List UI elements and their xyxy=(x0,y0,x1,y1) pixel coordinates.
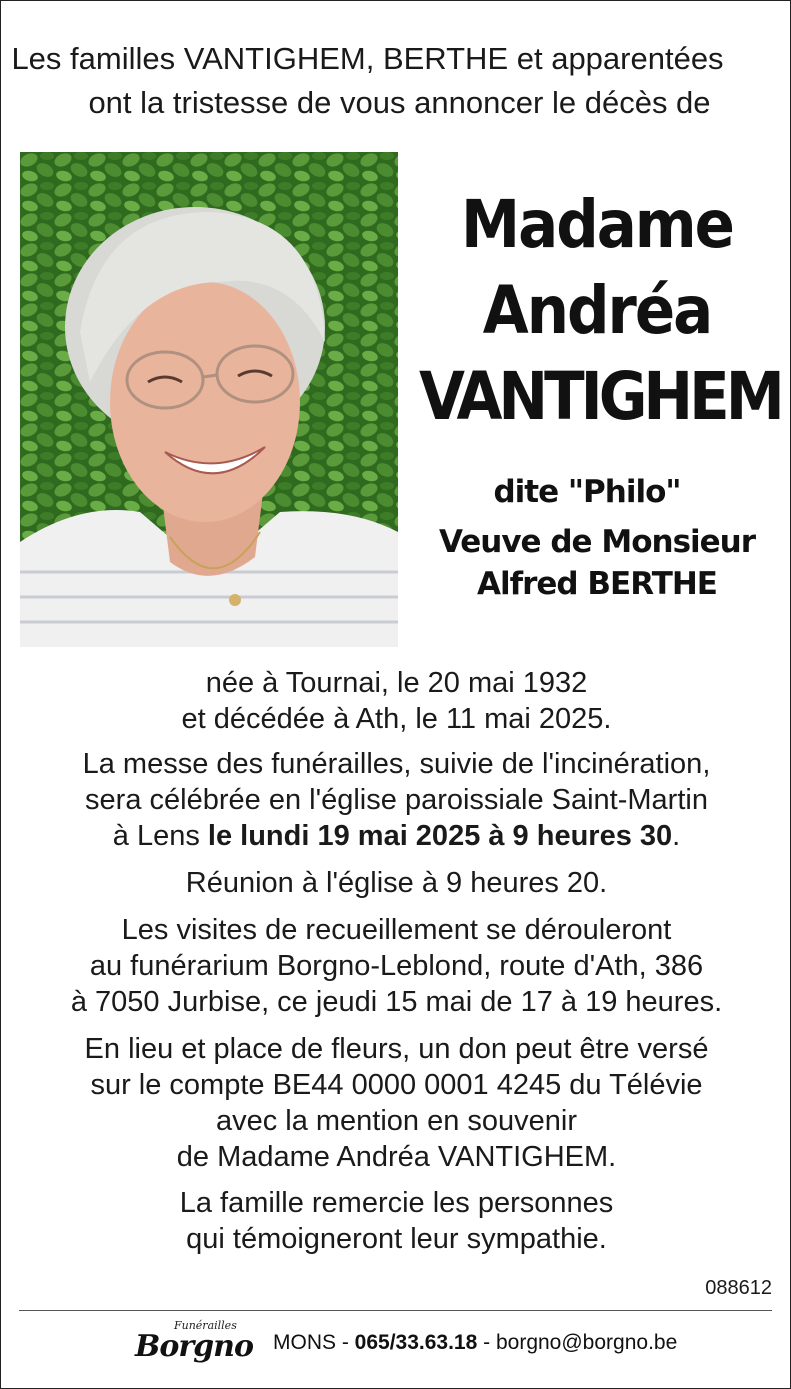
contact-info xyxy=(273,1331,677,1355)
footer xyxy=(1,1317,791,1373)
visits-line-1: Les visites de recueillement se dérouleront xyxy=(121,914,672,946)
visits-line-2: au funérarium Borgno-Leblond, route d'Ath, 386 xyxy=(89,950,704,982)
deceased-title: Madame xyxy=(461,186,733,263)
contact-email[interactable]: borgno@borgno.be xyxy=(495,1331,678,1354)
deceased-last-name: VANTIGHEM xyxy=(419,358,781,435)
mass-line-3-suffix: . xyxy=(672,820,681,852)
donation-line-2: sur le compte BE44 0000 0001 4245 du Télévie xyxy=(90,1069,703,1101)
contact-sep-2: - xyxy=(477,1331,496,1354)
widow-line-2: Alfred BERTHE xyxy=(477,566,717,602)
death-line: et décédée à Ath, le 11 mai 2025. xyxy=(181,703,612,735)
intro-line-1: Les familles VANTIGHEM, BERTHE et apparentées xyxy=(11,41,724,76)
intro-line-2: ont la tristesse de vous annoncer le décès de xyxy=(88,85,711,120)
brand-logo: Borgno xyxy=(135,1329,253,1364)
meeting-line: Réunion à l'église à 9 heures 20. xyxy=(185,867,608,899)
visits-line-3: à 7050 Jurbise, ce jeudi 15 mai de 17 à 19 heures. xyxy=(70,986,723,1018)
donation-line-4: de Madame Andréa VANTIGHEM. xyxy=(176,1141,617,1173)
brand-tagline: Funérailles xyxy=(174,1319,237,1332)
contact-sep-1: - xyxy=(336,1331,355,1354)
mass-date: le lundi 19 mai 2025 à 9 heures 30 xyxy=(207,820,673,852)
mass-line-3 xyxy=(1,818,791,854)
widow-line-1: Veuve de Monsieur xyxy=(438,524,756,560)
mass-line-1: La messe des funérailles, suivie de l'incinération, xyxy=(82,748,711,780)
portrait-photo xyxy=(20,152,398,647)
mass-line-2: sera célébrée en l'église paroissiale Saint-Martin xyxy=(85,784,708,816)
birth-line: née à Tournai, le 20 mai 1932 xyxy=(205,667,588,699)
thanks-line-2: qui témoigneront leur sympathie. xyxy=(186,1223,607,1255)
contact-phone[interactable]: 065/33.63.18 xyxy=(354,1331,478,1354)
mass-line-3-prefix: à Lens xyxy=(112,820,208,852)
donation-line-3: avec la mention en souvenir xyxy=(215,1105,578,1137)
donation-line-1: En lieu et place de fleurs, un don peut être versé xyxy=(84,1033,709,1065)
reference-number: 088612 xyxy=(705,1277,772,1299)
footer-divider xyxy=(19,1310,772,1311)
thanks-line-1: La famille remercie les personnes xyxy=(179,1187,614,1219)
contact-city: MONS xyxy=(273,1331,336,1354)
nickname: dite "Philo" xyxy=(493,474,681,510)
deceased-first-name: Andréa xyxy=(482,272,712,349)
